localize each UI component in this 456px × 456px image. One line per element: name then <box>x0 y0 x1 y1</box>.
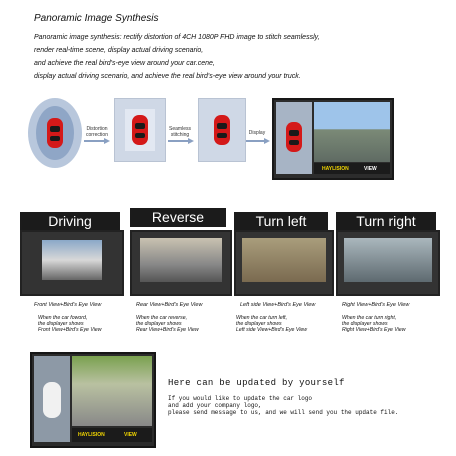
turn-left-caption: Left side View+Bird's Eye View <box>240 302 316 308</box>
description-line-3: and achieve the real bird's-eye view around your car.cene, <box>34 60 215 67</box>
driving-screen <box>20 230 124 296</box>
page-title: Panoramic Image Synthesis <box>34 13 159 24</box>
mode-label-turn-right: Turn right <box>336 212 436 231</box>
reverse-caption: Rear View+Bird's Eye View <box>136 302 203 308</box>
display-label: Display <box>248 130 266 136</box>
distortion-correction-label: Distortion correction <box>86 126 108 138</box>
corrected-view <box>114 98 166 162</box>
turn-right-note: When the car turn right, the displayer shows Right View+Bird's Eye View <box>342 315 406 333</box>
turn-right-caption: Right View+Bird's Eye View <box>342 302 410 308</box>
view-logo: VIEW <box>364 166 377 172</box>
arrow-right-icon <box>168 138 194 144</box>
arrow-right-icon <box>246 138 270 144</box>
description-line-2: render real-time scene, display actual driving scenario, <box>34 47 204 54</box>
reverse-note: When the car reverse, the displayer shows Rear View+Bird's Eye View <box>136 315 199 333</box>
mode-label-turn-left: Turn left <box>234 212 328 231</box>
description-line-4: display actual driving scenario, and achieve the real bird's-eye view around your truck. <box>34 73 301 80</box>
update-heading: Here can be updated by yourself <box>168 378 345 388</box>
description-line-1: Panoramic image synthesis: rectify distortion of 4CH 1080P FHD image to stitch seamlessly, <box>34 34 320 41</box>
fisheye-view <box>28 98 82 168</box>
driving-caption: Front View+Bird's Eye View <box>34 302 102 308</box>
turn-left-screen <box>234 230 334 296</box>
brand-logo: HAYLISION <box>322 166 349 172</box>
display-screen <box>272 98 394 180</box>
stitched-view <box>198 98 246 162</box>
turn-left-note: When the car turn left, the displayer shows Left side View+Bird's Eye View <box>236 315 308 333</box>
driving-note: When the car foword, the displayer shows Front View+Bird's Eye View <box>38 315 102 333</box>
update-screen <box>30 352 156 448</box>
update-brand-logo: HAYLISION <box>78 432 105 438</box>
update-text: If you would like to update the car logo and add your company logo, please send message to us, and we will send you the update file. <box>168 395 399 416</box>
update-view-logo: VIEW <box>124 432 137 438</box>
mode-label-reverse: Reverse <box>130 208 226 227</box>
mode-label-driving: Driving <box>20 212 120 231</box>
turn-right-screen <box>336 230 440 296</box>
reverse-screen <box>130 230 232 296</box>
seamless-stitching-label: Seamless stitching <box>169 126 191 138</box>
arrow-right-icon <box>84 138 110 144</box>
